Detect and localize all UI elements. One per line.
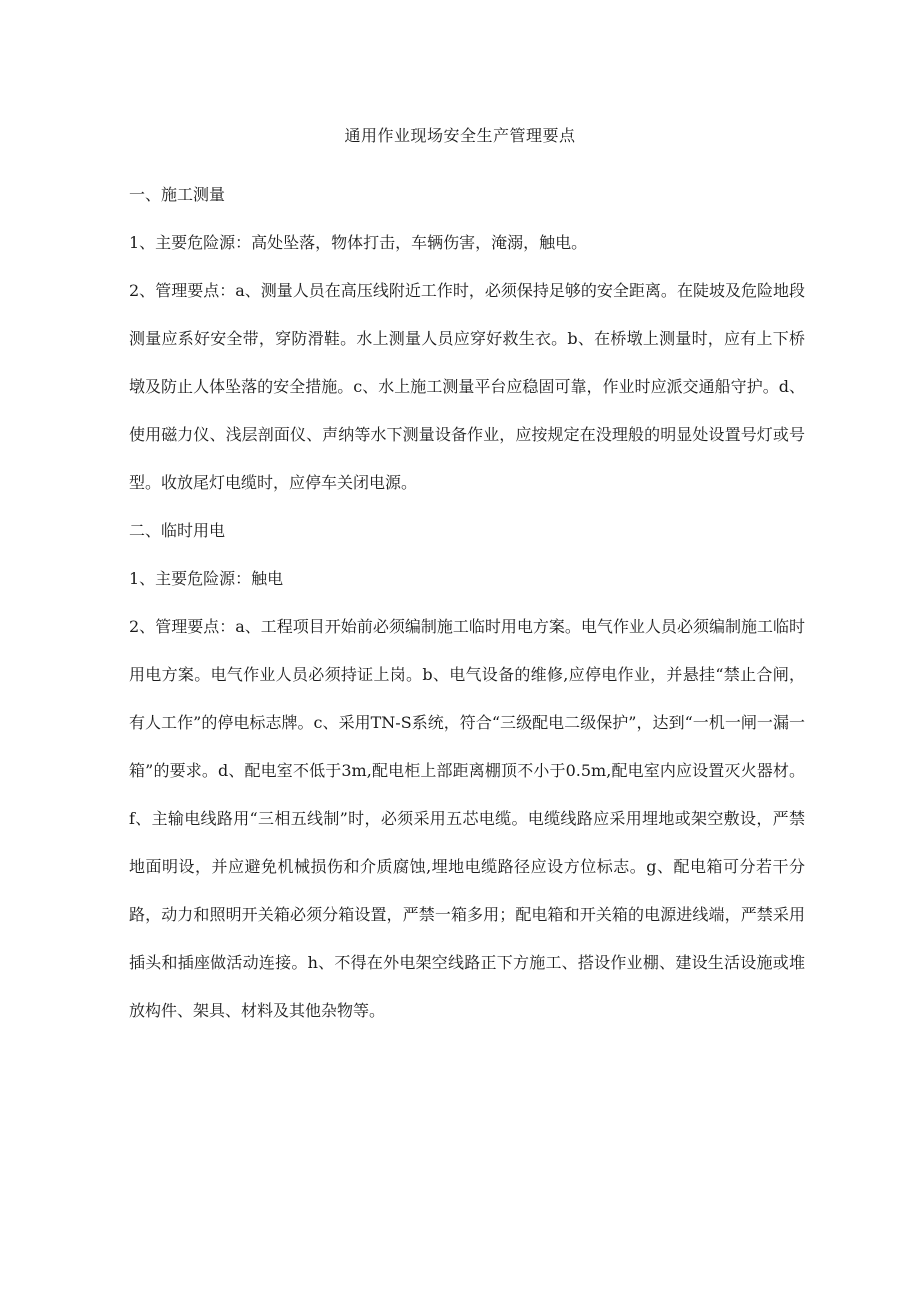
paragraph-power-hazards: 1、主要危险源：触电: [129, 569, 284, 588]
document-body: [129, 171, 805, 1035]
document-title: 通用作业现场安全生产管理要点: [344, 126, 576, 145]
paragraph-survey-hazards: 1、主要危险源：高处坠落，物体打击，车辆伤害，淹溺，触电。: [129, 233, 588, 252]
section-heading-survey: 一、施工测量: [129, 185, 226, 204]
paragraph-survey-management: 2、管理要点：a、测量人员在高压线附近工作时，必须保持足够的安全距离。在陡坡及危险地段测量应系好安全带，穿防滑鞋。水上测量人员应穿好救生衣。b、在桥墩上测量时，应有上下桥墩及防止人体坠落的安全措施。c、水上施工测量平台应稳固可靠，作业时应派交通船守护。d、使用磁力仪、浅层剖面仪、声纳等水下测量设备作业，应按规定在没理般的明显处设置号灯或号型。收放尾灯电缆时，应停车关闭电源。: [129, 281, 805, 492]
paragraph-power-management: 2、管理要点：a、工程项目开始前必须编制施工临时用电方案。电气作业人员必须编制施工临时用电方案。电气作业人员必须持证上岗。b、电气设备的维修,应停电作业，并悬挂“禁止合闸，有人工作”的停电标志牌。c、采用TN-S系统，符合“三级配电二级保护”，达到“一机一闸一漏一箱”的要求。d、配电室不低于3m,配电柜上部距离棚顶不小于0.5m,配电室内应设置灭火器材。f、主输电线路用“三相五线制”时，必须采用五芯电缆。电缆线路应采用埋地或架空敷设，严禁地面明设，并应避免机械损伤和介质腐蚀,埋地电缆路径应设方位标志。g、配电箱可分若干分路，动力和照明开关箱必须分箱设置，严禁一箱多用；配电箱和开关箱的电源进线端，严禁采用插头和插座做活动连接。h、不得在外电架空线路正下方施工、搭设作业棚、建设生活设施或堆放构件、架具、材料及其他杂物等。: [129, 617, 805, 1020]
section-heading-temporary-power: 二、临时用电: [129, 521, 226, 540]
